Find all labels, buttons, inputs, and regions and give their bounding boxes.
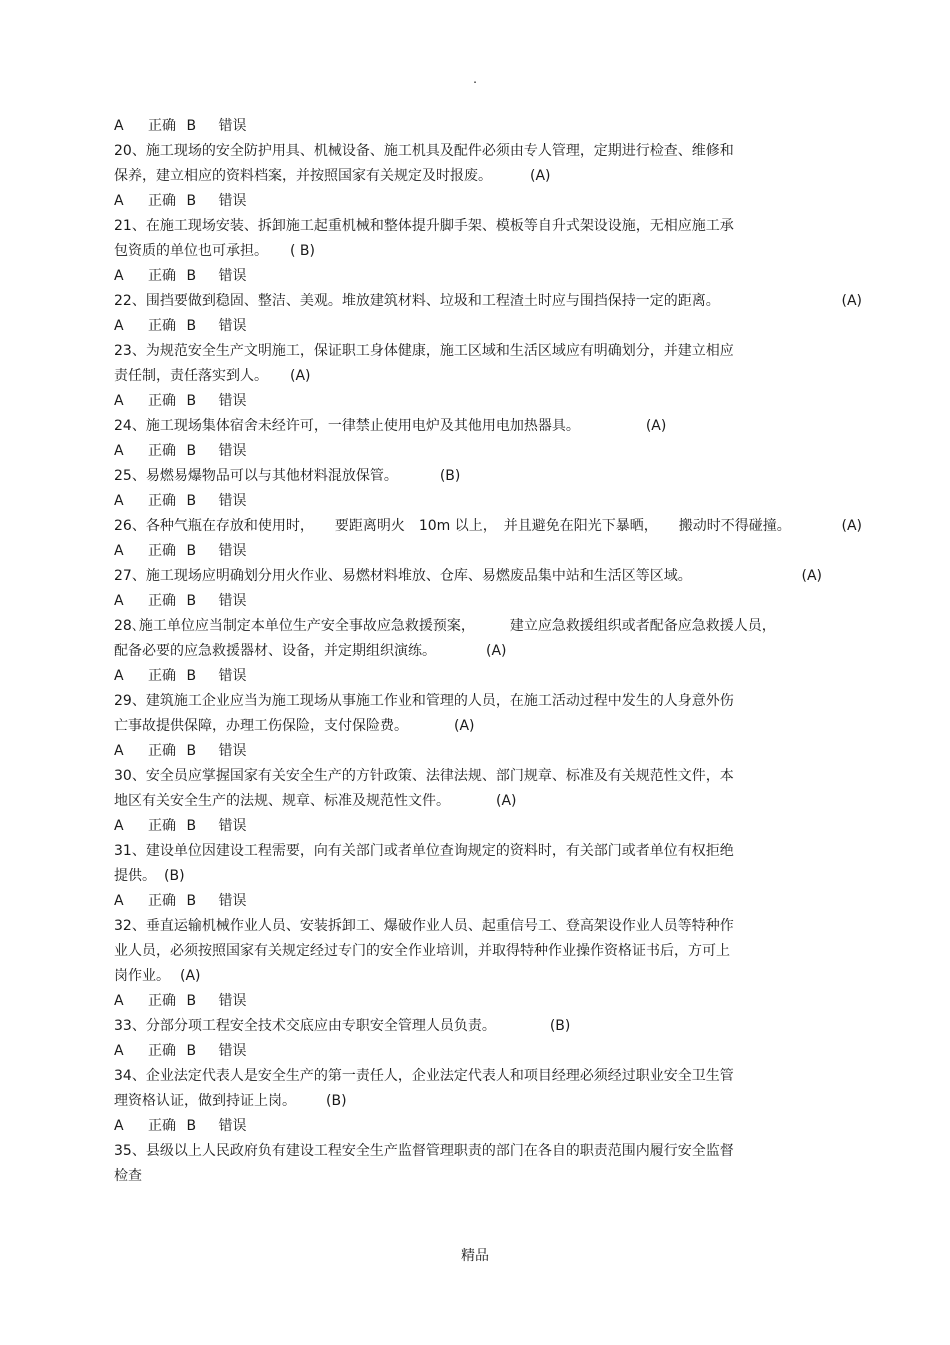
answer-key: (B) [326,1093,347,1109]
answer-key: ( B) [290,243,315,259]
option-b-text: 错误 [218,1118,247,1134]
option-a-text: 正确 [148,1118,176,1134]
option-a-text: 正确 [148,1043,176,1059]
options-line [114,989,854,1014]
option-b-text: 错误 [218,993,247,1009]
option-a-letter: A [114,543,124,559]
question-item [114,689,854,739]
answer-key: (A) [486,643,507,659]
question-text: 地区有关安全生产的法规、规章、标准及规范性文件。 [114,793,450,809]
answer-key: (B) [164,868,185,884]
option-a-letter: A [114,593,124,609]
question-item [114,839,854,889]
options-line [114,189,854,214]
question-item [114,1064,854,1114]
footer-label: 精品 [461,1248,489,1264]
option-a-text: 正确 [148,893,176,909]
question-item [114,914,854,989]
question-text: 23、为规范安全生产文明施工，保证职工身体健康，施工区域和生活区域应有明确划分，并建立相应 [114,343,734,359]
question-text: 35、县级以上人民政府负有建设工程安全生产监督管理职责的部门在各自的职责范围内履行安全监督 [114,1143,734,1159]
question-text: 保养，建立相应的资料档案，并按照国家有关规定及时报废。 [114,168,492,184]
question-item [114,564,854,589]
option-a-letter: A [114,393,124,409]
option-b-text: 错误 [218,668,247,684]
answer-key: (B) [549,1018,571,1034]
option-b-text: 错误 [218,193,247,209]
option-a-text: 正确 [148,443,176,459]
option-b-letter: B [186,543,197,559]
option-a-text: 正确 [148,593,176,609]
options-line [114,264,854,289]
options-line [114,1114,854,1139]
question-text: 检查 [114,1168,142,1184]
answer-key: (A) [290,368,311,384]
option-b-letter: B [186,993,197,1009]
question-text: 22、围挡要做到稳固、整洁、美观。堆放建筑材料、垃圾和工程渣土时应与围挡保持一定的距离。 [114,293,720,309]
question-text: 业人员，必须按照国家有关规定经过专门的安全作业培训，并取得特种作业操作资格证书后，方可上 [114,943,730,959]
question-text: 28､施工单位应当制定本单位生产安全事故应急救援预案， 建立应急救援组织或者配备应急救援人员， [114,618,776,634]
question-item [114,1139,854,1189]
option-b-letter: B [186,893,197,909]
option-a-letter: A [114,118,124,134]
question-item [114,414,854,439]
question-item [114,139,854,189]
answer-key: (A) [801,568,822,584]
option-a-letter: A [114,268,124,284]
question-item [114,1014,854,1039]
question-item [114,614,854,664]
answer-key: (A) [841,518,862,534]
option-b-text: 错误 [218,268,247,284]
option-b-text: 错误 [218,493,247,509]
option-a-letter: A [114,893,124,909]
option-b-text: 错误 [218,118,247,134]
option-b-letter: B [186,743,197,759]
option-b-text: 错误 [218,543,247,559]
answer-key: (A) [180,968,201,984]
option-b-text: 错误 [218,443,247,459]
option-b-letter: B [186,818,197,834]
question-text: 提供。 [114,868,156,884]
option-b-text: 错误 [218,318,247,334]
answer-key: (A) [645,418,667,434]
question-item [114,764,854,814]
options-line [114,814,854,839]
answer-key: (A) [496,793,517,809]
option-a-text: 正确 [148,543,176,559]
question-item [114,214,854,264]
answer-key: (A) [841,293,862,309]
option-b-text: 错误 [218,818,247,834]
question-text: 34、企业法定代表人是安全生产的第一责任人，企业法定代表人和项目经理必须经过职业安全卫生管 [114,1068,734,1084]
question-text: 27、施工现场应明确划分用火作业、易燃材料堆放、仓库、易燃废品集中站和生活区等区域。 [114,568,692,584]
header-mark: . [473,72,477,86]
option-a-text: 正确 [148,393,176,409]
options-line [114,889,854,914]
option-a-text: 正确 [148,743,176,759]
options-line [114,1039,854,1064]
answer-key: (B) [439,468,461,484]
option-b-text: 错误 [218,743,247,759]
options-line [114,664,854,689]
option-b-letter: B [186,118,197,134]
options-line [114,739,854,764]
option-b-letter: B [186,593,197,609]
option-a-text: 正确 [148,118,176,134]
option-a-letter: A [114,993,124,1009]
question-text: 21、在施工现场安装、拆卸施工起重机械和整体提升脚手架、模板等自升式架设设施，无相应施工承 [114,218,734,234]
question-item [114,289,862,314]
option-a-letter: A [114,443,124,459]
option-b-letter: B [186,668,197,684]
question-text: 30、安全员应掌握国家有关安全生产的方针政策、法律法规、部门规章、标准及有关规范性文件，本 [114,768,734,784]
question-item [114,464,854,489]
option-a-letter: A [114,1118,124,1134]
question-item [114,514,862,539]
options-line [114,114,854,139]
question-text: 25、易燃易爆物品可以与其他材料混放保管。 [114,468,398,484]
options-line [114,539,854,564]
question-text: 24、施工现场集体宿舍未经许可，一律禁止使用电炉及其他用电加热器具。 [114,418,580,434]
option-a-letter: A [114,318,124,334]
options-line [114,439,854,464]
question-text: 31、建设单位因建设工程需要，向有关部门或者单位查询规定的资料时，有关部门或者单位有权拒绝 [114,843,734,859]
question-text: 29、建筑施工企业应当为施工现场从事施工作业和管理的人员，在施工活动过程中发生的人身意外伤 [114,693,734,709]
question-item [114,339,854,389]
option-b-letter: B [186,193,197,209]
question-text: 32、垂直运输机械作业人员、安装拆卸工、爆破作业人员、起重信号工、登高架设作业人员等特种作 [114,918,734,934]
option-a-text: 正确 [148,493,176,509]
option-a-letter: A [114,668,124,684]
question-text: 包资质的单位也可承担。 [114,243,268,259]
question-text: 亡事故提供保障，办理工伤保险，支付保险费。 [114,718,408,734]
option-a-letter: A [114,818,124,834]
option-b-letter: B [186,493,197,509]
option-b-letter: B [186,443,197,459]
question-list [114,114,862,1189]
option-b-letter: B [186,1118,197,1134]
option-a-letter: A [114,493,124,509]
option-a-text: 正确 [148,268,176,284]
option-a-text: 正确 [148,318,176,334]
option-b-letter: B [186,1043,197,1059]
option-b-letter: B [186,318,197,334]
question-text: 岗作业。 [114,968,170,984]
options-line [114,489,854,514]
option-b-text: 错误 [218,393,247,409]
options-line [114,389,854,414]
option-b-text: 错误 [218,893,247,909]
option-b-letter: B [186,268,197,284]
option-a-text: 正确 [148,668,176,684]
answer-key: (A) [454,718,475,734]
question-text: 20、施工现场的安全防护用具、机械设备、施工机具及配件必须由专人管理，定期进行检查、维修和 [114,143,734,159]
options-line [114,314,854,339]
question-text: 理资格认证，做到持证上岗。 [114,1093,296,1109]
options-line [114,589,854,614]
option-b-letter: B [186,393,197,409]
option-a-letter: A [114,193,124,209]
option-a-text: 正确 [148,193,176,209]
question-text: 26、各种气瓶在存放和使用时， 要距离明火 10m 以上， 并且避免在阳光下暴晒， 搬动时不得碰撞。 [114,518,791,534]
question-text: 责任制，责任落实到人。 [114,368,268,384]
option-a-text: 正确 [148,993,176,1009]
answer-key: (A) [530,168,551,184]
option-b-text: 错误 [218,1043,247,1059]
option-b-text: 错误 [218,593,247,609]
option-a-letter: A [114,743,124,759]
option-a-text: 正确 [148,818,176,834]
option-a-letter: A [114,1043,124,1059]
question-text: 配备必要的应急救援器材、设备，并定期组织演练。 [114,643,436,659]
question-text: 33、分部分项工程安全技术交底应由专职安全管理人员负责。 [114,1018,496,1034]
